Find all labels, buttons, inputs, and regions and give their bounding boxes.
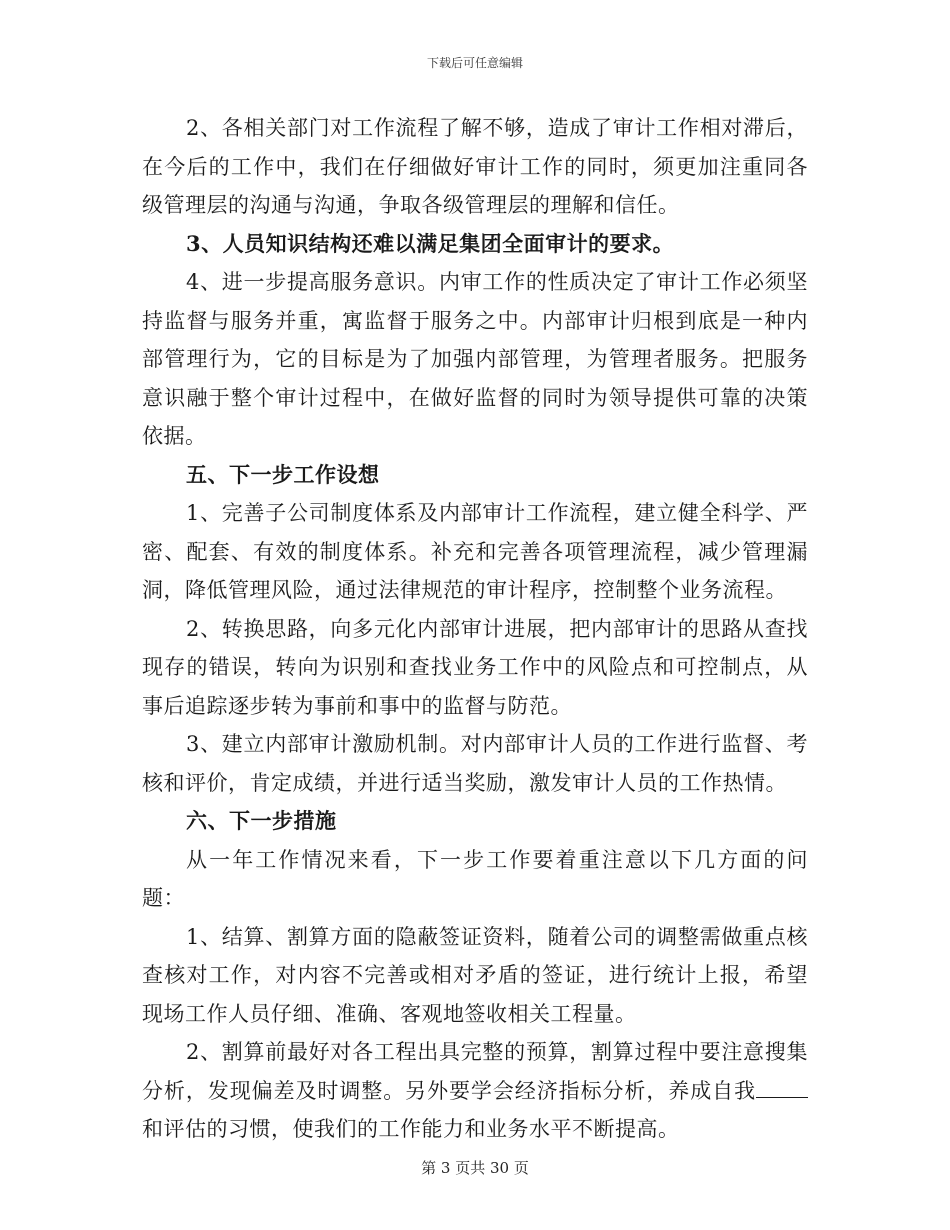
paragraph-part: 2、割算前最好对各工程出具完整的预算，割算过程中要注意搜集分析，发现偏差及时调整。另外要学会经济指标分析，养成自我 (142, 1040, 808, 1103)
paragraph: 3、建立内部审计激励机制。对内部审计人员的工作进行监督、考核和评价，肯定成绩，并进行适当奖励，激发审计人员的工作热情。 (142, 732, 808, 795)
section-heading-5: 五、下一步工作设想 (186, 461, 380, 487)
paragraph-with-blank (142, 1033, 808, 1149)
paragraph: 1、完善子公司制度体系及内部审计工作流程，建立健全科学、严密、配套、有效的制度体系。补充和完善各项管理流程，减少管理漏洞，降低管理风险，通过法律规范的审计程序，控制整个业务流程。 (142, 501, 808, 602)
paragraph: 4、进一步提高服务意识。内审工作的性质决定了审计工作必须坚持监督与服务并重，寓监督于服务之中。内部审计归根到底是一种内部管理行为，它的目标是为了加强内部管理，为管理者服务。把服务意识融于整个审计过程中，在做好监督的同时为领导提供可靠的决策依据。 (142, 270, 808, 448)
page-footer: 第 3 页共 30 页 (421, 1159, 529, 1177)
paragraph: 从一年工作情况来看，下一步工作要着重注意以下几方面的问题： (142, 847, 808, 910)
paragraph-part: 和评估的习惯，使我们的工作能力和业务水平不断提高。 (142, 1117, 680, 1141)
bold-paragraph: 3、人员知识结构还难以满足集团全面审计的要求。 (186, 230, 675, 256)
section-heading-6: 六、下一步措施 (186, 808, 337, 833)
paragraph: 2、转换思路，向多元化内部审计进展，把内部审计的思路从查找现存的错误，转向为识别和查找业务工作中的风险点和可控制点，从事后追踪逐步转为事前和事中的监督与防范。 (142, 616, 808, 718)
document-body (142, 109, 808, 1149)
page-header: 下载后可任意编辑 (426, 56, 523, 70)
fill-in-blank (756, 1079, 808, 1098)
paragraph: 2、各相关部门对工作流程了解不够，造成了审计工作相对滞后，在今后的工作中，我们在仔细做好审计工作的同时，须更加注重同各级管理层的沟通与沟通，争取各级管理层的理解和信任。 (142, 116, 808, 217)
paragraph: 1、结算、割算方面的隐蔽签证资料，随着公司的调整需做重点核查核对工作，对内容不完善或相对矛盾的签证，进行统计上报，希望现场工作人员仔细、准确、客观地签收相关工程量。 (142, 924, 808, 1026)
